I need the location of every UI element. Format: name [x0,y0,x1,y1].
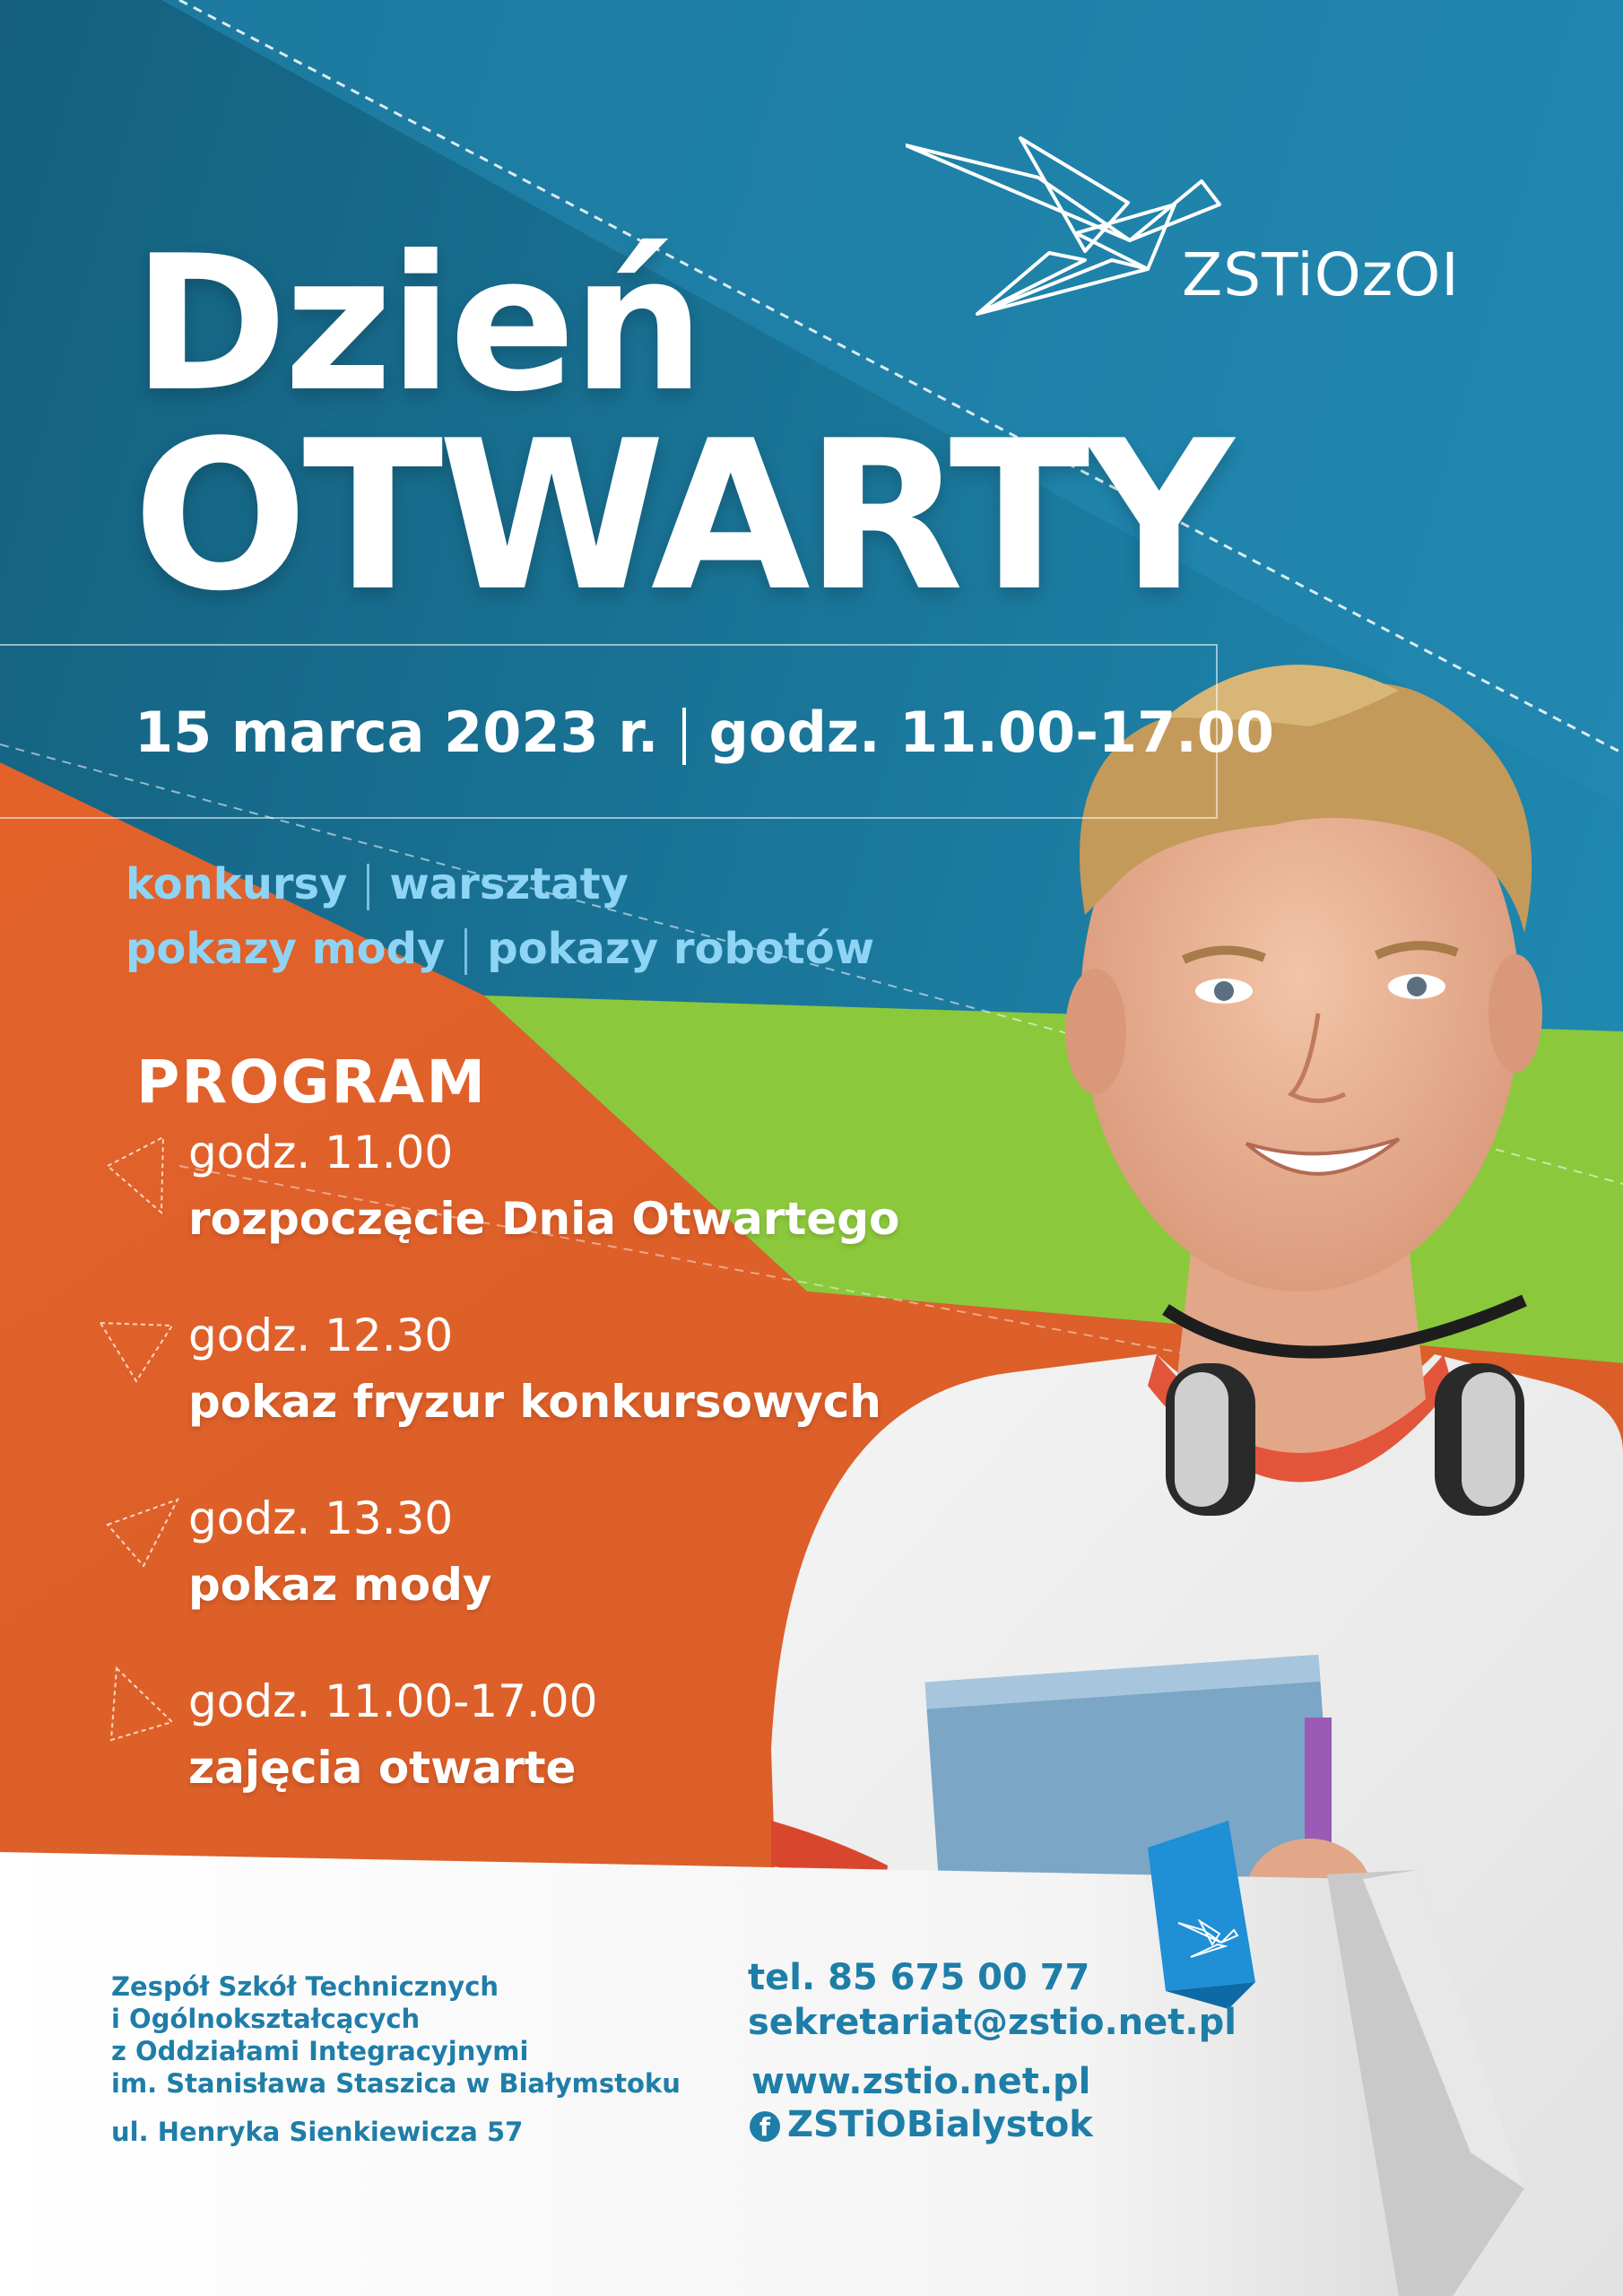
activities-row-2 [126,924,874,975]
program-heading: PROGRAM [136,1048,488,1117]
address: ul. Henryka Sienkiewicza 57 [111,2117,524,2147]
activity: warsztaty [389,859,629,909]
event-date: 15 marca 2023 r. [135,700,659,765]
org-name-line: i Ogólnokształcących [111,2004,421,2034]
activity: pokazy robotów [487,924,875,974]
program-description: pokaz fryzur konkursowych [188,1376,881,1428]
facebook-icon: f [750,2111,780,2142]
program-time: godz. 12.30 [188,1309,454,1361]
program-time: godz. 13.30 [188,1492,454,1544]
date-line [135,700,1274,765]
logo-text: ZSTiOzOI [1182,240,1460,309]
facebook-handle: ZSTiOBialystok [787,2104,1093,2145]
org-name-line: im. Stanisława Staszica w Białymstoku [111,2068,681,2099]
activities-row-1 [126,859,629,910]
org-name-line: Zespół Szkół Technicznych [111,1971,499,2002]
event-hours: godz. 11.00-17.00 [708,700,1275,765]
title-line-2: OTWARTY [133,397,1228,637]
facebook-link[interactable] [750,2104,1093,2145]
website-link[interactable]: www.zstio.net.pl [751,2061,1091,2102]
phone: tel. 85 675 00 77 [748,1957,1090,1998]
org-name-line: z Oddziałami Integracyjnymi [111,2036,529,2066]
program-description: zajęcia otwarte [188,1742,577,1794]
separator [682,708,686,765]
program-description: pokaz mody [188,1559,492,1611]
origami-bird-icon [906,135,1228,323]
separator [367,864,369,910]
program-description: rozpoczęcie Dnia Otwartego [188,1193,900,1245]
separator [464,928,467,975]
program-time: godz. 11.00 [188,1126,454,1178]
bookmark-bird-icon [1176,1919,1239,1959]
program-time: godz. 11.00-17.00 [188,1675,598,1727]
email-link[interactable]: sekretariat@zstio.net.pl [748,2002,1237,2043]
activity: konkursy [126,859,348,909]
title-line-1: Dzień [133,216,702,433]
activity: pokazy mody [126,924,446,974]
